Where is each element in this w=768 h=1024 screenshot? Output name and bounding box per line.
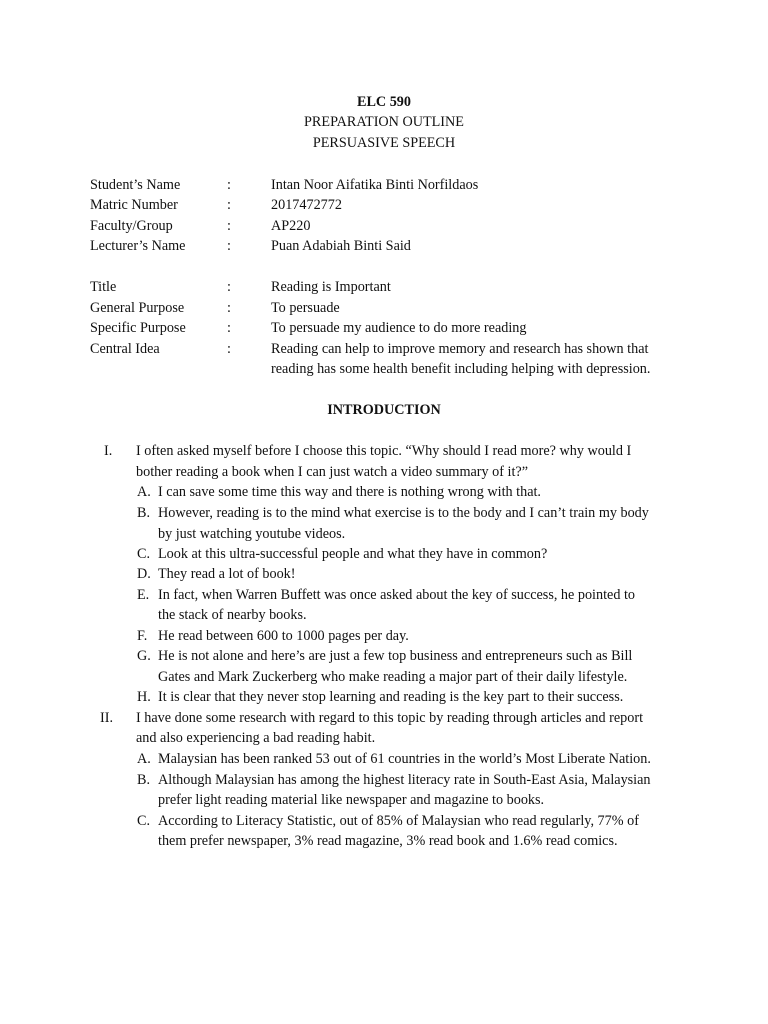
outline-marker: I. — [104, 443, 113, 459]
speech-value-specific-purpose: To persuade my audience to do more reading — [271, 320, 527, 336]
sub-text-line: Gates and Mark Zuckerberg who make reading a major part of their daily lifestyle. — [158, 669, 628, 685]
outline-marker: II. — [100, 710, 113, 726]
sub-marker: C. — [137, 813, 151, 829]
sub-text-line: According to Literacy Statistic, out of 85% of Malaysian who read regularly, 77% of — [158, 813, 639, 829]
info-colon: : — [227, 218, 231, 234]
sub-text-line: Malaysian has been ranked 53 out of 61 countries in the world’s Most Liberate Nation. — [158, 751, 651, 767]
sub-text-line: They read a lot of book! — [158, 566, 296, 582]
info-colon: : — [227, 177, 231, 193]
info-label-lecturer-name: Lecturer’s Name — [90, 238, 186, 254]
info-colon: : — [227, 238, 231, 254]
speech-label-central-idea: Central Idea — [90, 341, 160, 357]
info-value-lecturer-name: Puan Adabiah Binti Said — [271, 238, 411, 254]
info-label-faculty-group: Faculty/Group — [90, 218, 173, 234]
outline-text-line: I often asked myself before I choose this topic. “Why should I read more? why would I — [136, 443, 632, 459]
sub-text-line: It is clear that they never stop learning and reading is the key part to their success. — [158, 689, 624, 705]
sub-marker: A. — [137, 484, 151, 500]
sub-text-line: prefer light reading material like newspaper and magazine to books. — [158, 792, 545, 808]
speech-label-specific-purpose: Specific Purpose — [90, 320, 186, 336]
sub-text-line: them prefer newspaper, 3% read magazine, 3% read book and 1.6% read comics. — [158, 833, 618, 849]
info-value-matric-number: 2017472772 — [271, 197, 342, 213]
speech-colon: : — [227, 320, 231, 336]
speech-value-general-purpose: To persuade — [271, 300, 340, 316]
speech-value-central-idea-line: Reading can help to improve memory and research has shown that — [271, 341, 649, 357]
speech-label-general-purpose: General Purpose — [90, 300, 185, 316]
sub-text-line: In fact, when Warren Buffett was once asked about the key of success, he pointed to — [158, 587, 636, 603]
sub-text-line: He read between 600 to 1000 pages per day. — [158, 628, 409, 644]
sub-text-line: the stack of nearby books. — [158, 607, 307, 623]
speech-colon: : — [227, 279, 231, 295]
speech-type: PERSUASIVE SPEECH — [312, 135, 456, 151]
sub-marker: D. — [137, 566, 151, 582]
course-code: ELC 590 — [357, 94, 411, 110]
document-type: PREPARATION OUTLINE — [304, 114, 464, 130]
info-label-matric-number: Matric Number — [90, 197, 178, 213]
sub-marker: H. — [137, 689, 151, 705]
sub-marker: E. — [137, 587, 150, 603]
info-value-faculty-group: AP220 — [271, 218, 311, 234]
sub-marker: A. — [137, 751, 151, 767]
sub-text-line: However, reading is to the mind what exercise is to the body and I can’t train my body — [158, 505, 649, 521]
sub-marker: C. — [137, 546, 151, 562]
sub-marker: G. — [137, 648, 151, 664]
outline-text-line: bother reading a book when I can just watch a video summary of it?” — [136, 464, 528, 480]
speech-value-central-idea-line: reading has some health benefit including helping with depression. — [271, 361, 651, 377]
sub-marker: B. — [137, 772, 151, 788]
sub-text-line: I can save some time this way and there is nothing wrong with that. — [158, 484, 541, 500]
info-colon: : — [227, 197, 231, 213]
info-value-student-name: Intan Noor Aifatika Binti Norfildaos — [271, 177, 479, 193]
speech-label-title: Title — [90, 279, 117, 295]
sub-marker: F. — [137, 628, 148, 644]
speech-colon: : — [227, 300, 231, 316]
speech-value-title: Reading is Important — [271, 279, 391, 295]
sub-text-line: Although Malaysian has among the highest literacy rate in South-East Asia, Malaysian — [158, 772, 651, 788]
sub-marker: B. — [137, 505, 151, 521]
sub-text-line: by just watching youtube videos. — [158, 526, 346, 542]
sub-text-line: Look at this ultra-successful people and what they have in common? — [158, 546, 548, 562]
outline-text-line: and also experiencing a bad reading habit. — [136, 730, 376, 746]
speech-colon: : — [227, 341, 231, 357]
info-label-student-name: Student’s Name — [90, 177, 181, 193]
sub-text-line: He is not alone and here’s are just a few top business and entrepreneurs such as Bill — [158, 648, 633, 664]
section-heading-introduction: INTRODUCTION — [327, 402, 441, 418]
outline-text-line: I have done some research with regard to this topic by reading through articles and report — [136, 710, 644, 726]
